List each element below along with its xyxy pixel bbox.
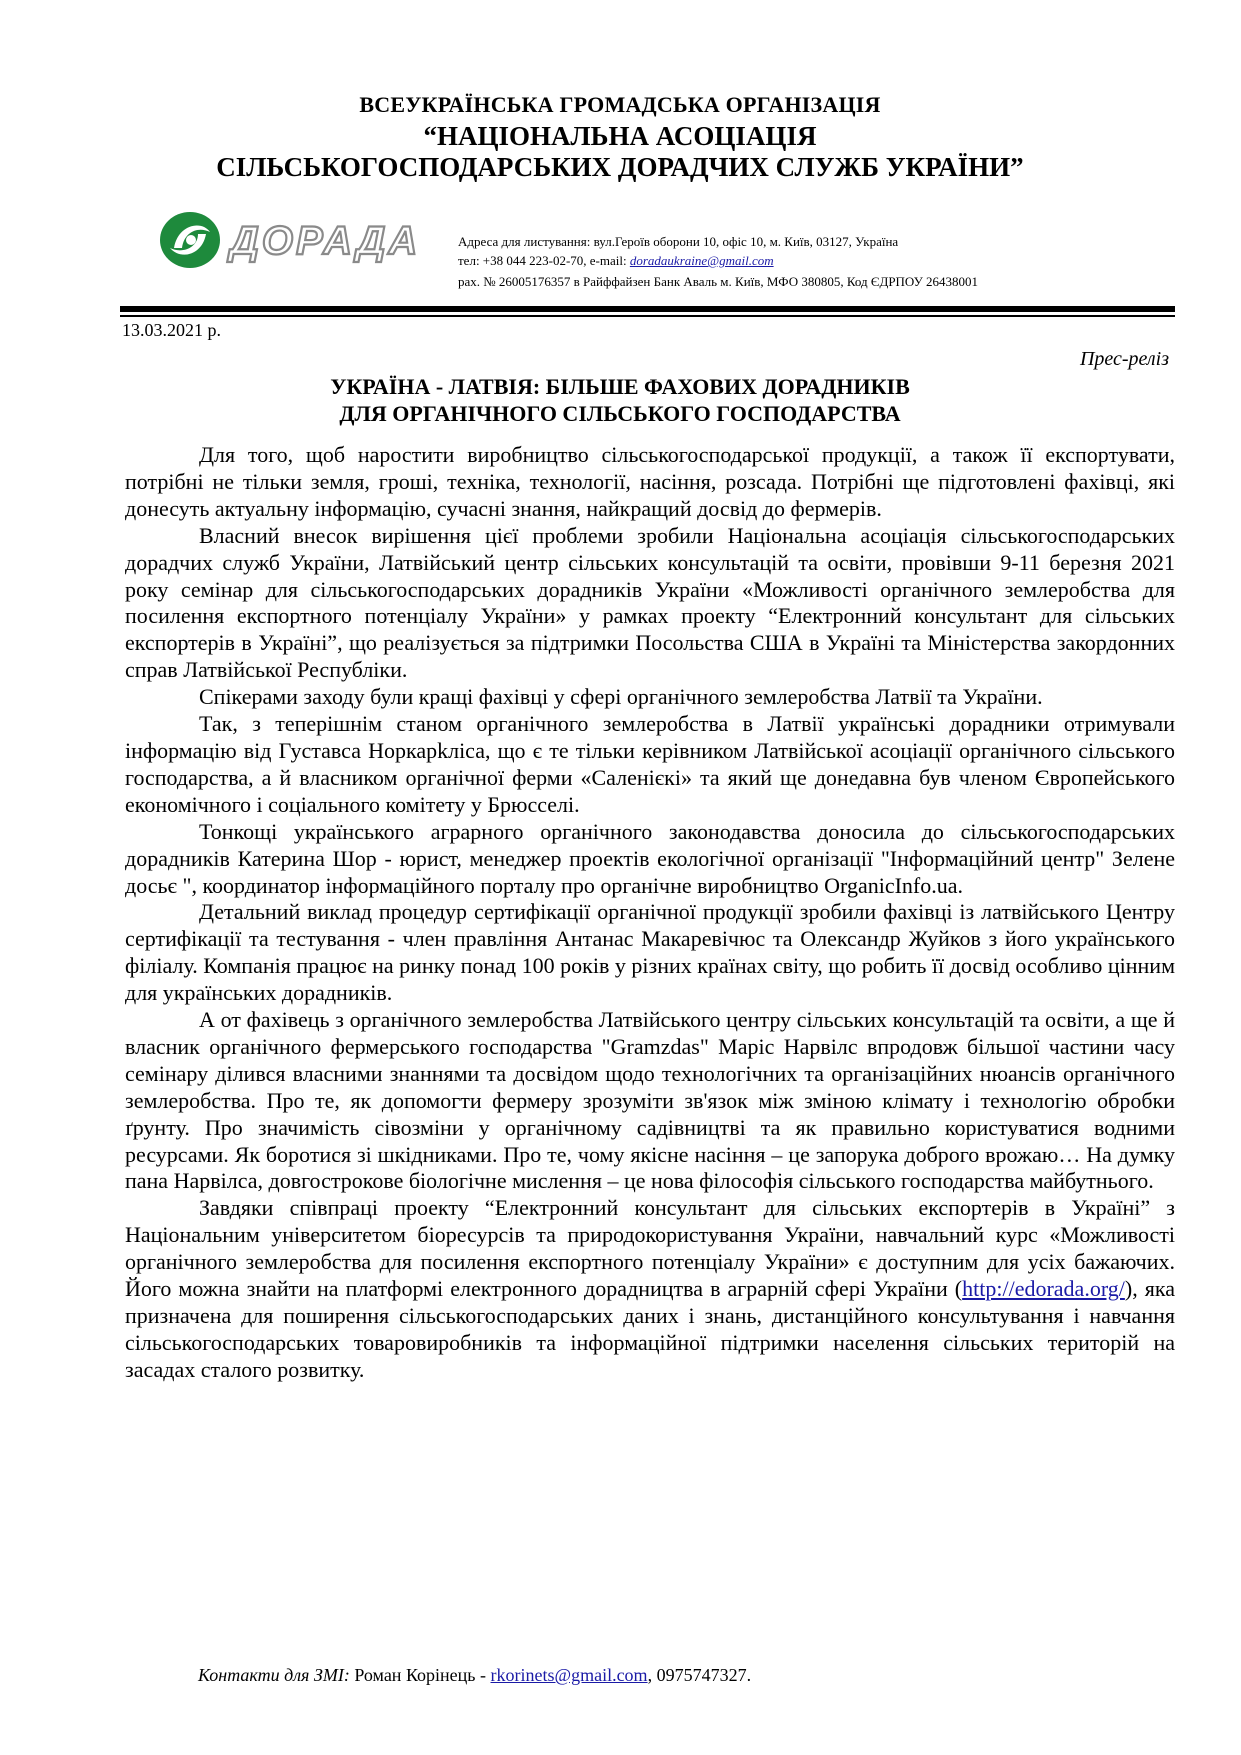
contact-name: Роман Корінець - bbox=[349, 1665, 491, 1685]
phone-text: тел: +38 044 223-02-70, e-mail: bbox=[458, 253, 630, 268]
paragraph-4: Так, з теперішнім станом органічного землеробства в Латвії українські дорадники отримували інформацію від Густавса Норкарkліса, що є те тільки керівником Латвійської асоціації органічного сільського господарства, а й власником органічної ферми «Саленієкі» та який ще донедавна був членом Європейського економічного і соціального комітету у Брюсселі. bbox=[125, 711, 1175, 817]
header-divider-thin bbox=[120, 315, 1175, 317]
contact-phone: , 0975747327. bbox=[647, 1665, 752, 1685]
media-contacts bbox=[198, 1665, 751, 1686]
document-date: 13.03.2021 р. bbox=[122, 320, 221, 340]
edorada-link[interactable]: http://edorada.org/ bbox=[962, 1276, 1125, 1302]
contact-email-link[interactable]: rkorinets@gmail.com bbox=[490, 1665, 648, 1685]
org-header-line-3: СІЛЬСЬКОГОСПОДАРСЬКИХ ДОРАДЧИХ СЛУЖБ УКРАЇНИ” bbox=[216, 152, 1024, 182]
contacts-label: Контакти для ЗМІ: bbox=[198, 1665, 350, 1685]
document-type: Прес-реліз bbox=[1079, 348, 1169, 370]
press-release-title-line-2: ДЛЯ ОРГАНІЧНОГО СІЛЬСЬКОГО ГОСПОДАРСТВА bbox=[339, 401, 901, 426]
bank-details: рах. № 26005176357 в Райффайзен Банк Аваль м. Київ, МФО 380805, Код ЄДРПОУ 26438001 bbox=[458, 274, 979, 289]
paragraph-8-text-start: Завдяки співпраці проекту “Електронний консультант для сільських експортерів в Україні” з Національним університетом біоресурсів та природокористування України, навчальний курс «Можливості органічного землеробства для посилення експортного потенціалу України» є доступним для усіх бажаючих. Його можна знайти на платформі електронного дорадництва в аграрній сфері України ( bbox=[125, 1195, 1175, 1302]
paragraph-8 bbox=[125, 1195, 1175, 1383]
header-divider-thick bbox=[120, 306, 1175, 312]
dorada-logo bbox=[158, 208, 448, 272]
org-header-line-1: ВСЕУКРАЇНСЬКА ГРОМАДСЬКА ОРГАНІЗАЦІЯ bbox=[359, 92, 881, 117]
logo-wordmark: ДОРАДА bbox=[230, 219, 421, 263]
org-header-line-2: “НАЦІОНАЛЬНА АСОЦІАЦІЯ bbox=[423, 121, 817, 151]
press-release-title-line-1: УКРАЇНА - ЛАТВІЯ: БІЛЬШЕ ФАХОВИХ ДОРАДНИКІВ bbox=[330, 374, 910, 399]
postal-address: Адреса для листування: вул.Героїв оборони 10, офіс 10, м. Київ, 03127, Україна bbox=[458, 234, 899, 249]
paragraph-8-text-end: ), яка призначена для поширення сільськогосподарських даних і знань, дистанційного консультування і навчання сільськогосподарських товаровиробників та інформаційної підтримки населення сільських територій на засадах сталого розвитку. bbox=[125, 1276, 1175, 1382]
paragraph-3: Спікерами заходу були кращі фахівці у сфері органічного землеробства Латвії та України. bbox=[199, 684, 1043, 710]
paragraph-6: Детальний виклад процедур сертифікації органічної продукції зробили фахівці із латвійського Центру сертифікації та тестування - член правління Антанас Макаревічюс та Олександр Жуйков з його українського філіалу. Компанія працює на ринку понад 100 років у різних країнах світу, що робить її досвід особливо цінним для українських дорадників. bbox=[125, 899, 1175, 1006]
paragraph-5: Тонкощі українського аграрного органічного законодавства доносила до сільськогосподарських дорадників Катерина Шор - юрист, менеджер проектів екологічної організації "Інформаційний центр" Зелене досьє ", координатор інформаційного порталу про органічне виробництво OrganicInfo.ua. bbox=[125, 818, 1175, 898]
contact-line bbox=[458, 251, 1148, 270]
paragraph-1: Для того, щоб наростити виробництво сільськогосподарської продукції, а також її експортувати, потрібні не тільки земля, гроші, техніка, технології, насіння, розсада. Потрібні ще підготовлені фахівці, які донесуть актуальну інформацію, сучасні знання, найкращий досвід до фермерів. bbox=[125, 442, 1175, 521]
paragraph-2: Власний внесок вирішення цієї проблеми зробили Національна асоціація сільськогосподарських дорадчих служб України, Латвійський центр сільських консультацій та освіти, провівши 9-11 березня 2021 року семінар для сільськогосподарських дорадників України «Можливості органічного землеробства для посилення експортного потенціалу України» у рамках проекту “Електронний консультант для сільських експортерів в Україні”, що реалізується за підтримки Посольства США в Україні та Міністерства закордонних справ Латвійської Республіки. bbox=[125, 522, 1175, 683]
paragraph-7: А от фахівець з органічного землеробства Латвійського центру сільських консультацій та освіти, а ще й власник органічного фермерського господарства "Gramzdas" Маріс Нарвілс впродовж більшої частини часу семінару ділився власними знаннями та досвідом щодо технологічних та організаційних нюансів органічного землеробства. Про те, як допомогти фермеру зрозуміти зв'язок між зміною клімату і технологію обробки ґрунту. Про значимість сівозміни у органічному садівництві та як правильно користуватися водними ресурсами. Як боротися зі шкідниками. Про те, чому якісне насіння – це запорука доброго врожаю… На думку пана Нарвілса, довгострокове біологічне мислення – це нова філософія сільського господарства майбутнього. bbox=[125, 1007, 1175, 1194]
email-link[interactable]: doradaukraine@gmail.com bbox=[629, 253, 774, 268]
press-release-body bbox=[125, 442, 1175, 1384]
